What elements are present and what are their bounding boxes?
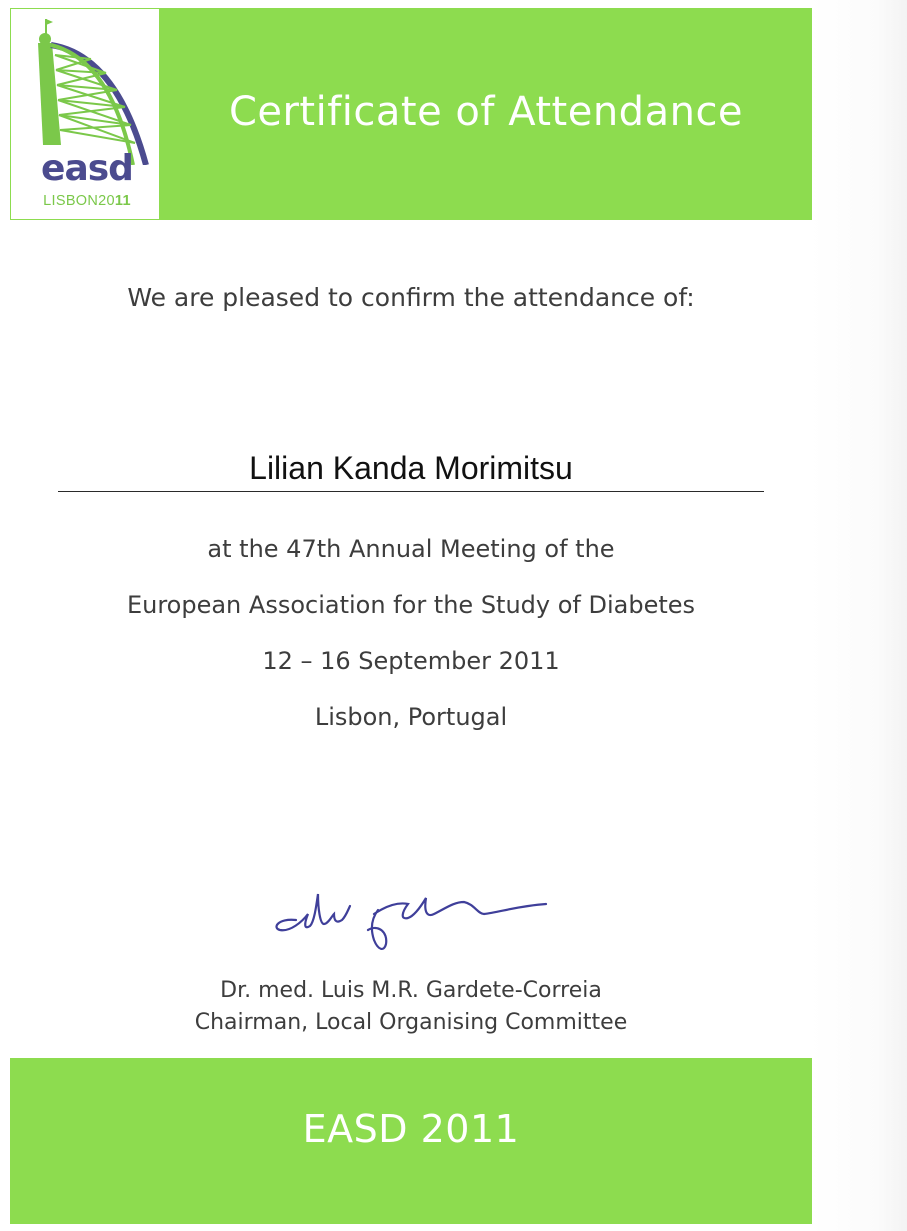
- intro-text: We are pleased to confirm the attendance of:: [127, 283, 695, 312]
- page-edge: [810, 0, 907, 1231]
- easd-logo: [10, 8, 160, 220]
- certificate-title: Certificate of Attendance: [228, 89, 744, 135]
- handwritten-signature: [268, 884, 558, 960]
- bridge-tower-icon: [21, 15, 153, 165]
- logo-city: LISBON20: [43, 193, 115, 209]
- name-underline: [58, 491, 764, 492]
- location-line: Lisbon, Portugal: [314, 703, 508, 731]
- footer-text: EASD 2011: [302, 1107, 520, 1151]
- logo-wordmark: easd: [41, 148, 133, 189]
- attendee-name: Lilian Kanda Morimitsu: [249, 450, 573, 486]
- signatory-role: Chairman, Local Organising Committee: [194, 1010, 628, 1035]
- logo-city-year: [25, 193, 149, 209]
- dates-line: 12 – 16 September 2011: [262, 647, 560, 675]
- signatory-name: Dr. med. Luis M.R. Gardete-Correia: [220, 978, 602, 1003]
- organisation-line: European Association for the Study of Diabetes: [126, 591, 696, 619]
- meeting-line: at the 47th Annual Meeting of the: [207, 535, 615, 563]
- logo-year: 11: [114, 193, 131, 209]
